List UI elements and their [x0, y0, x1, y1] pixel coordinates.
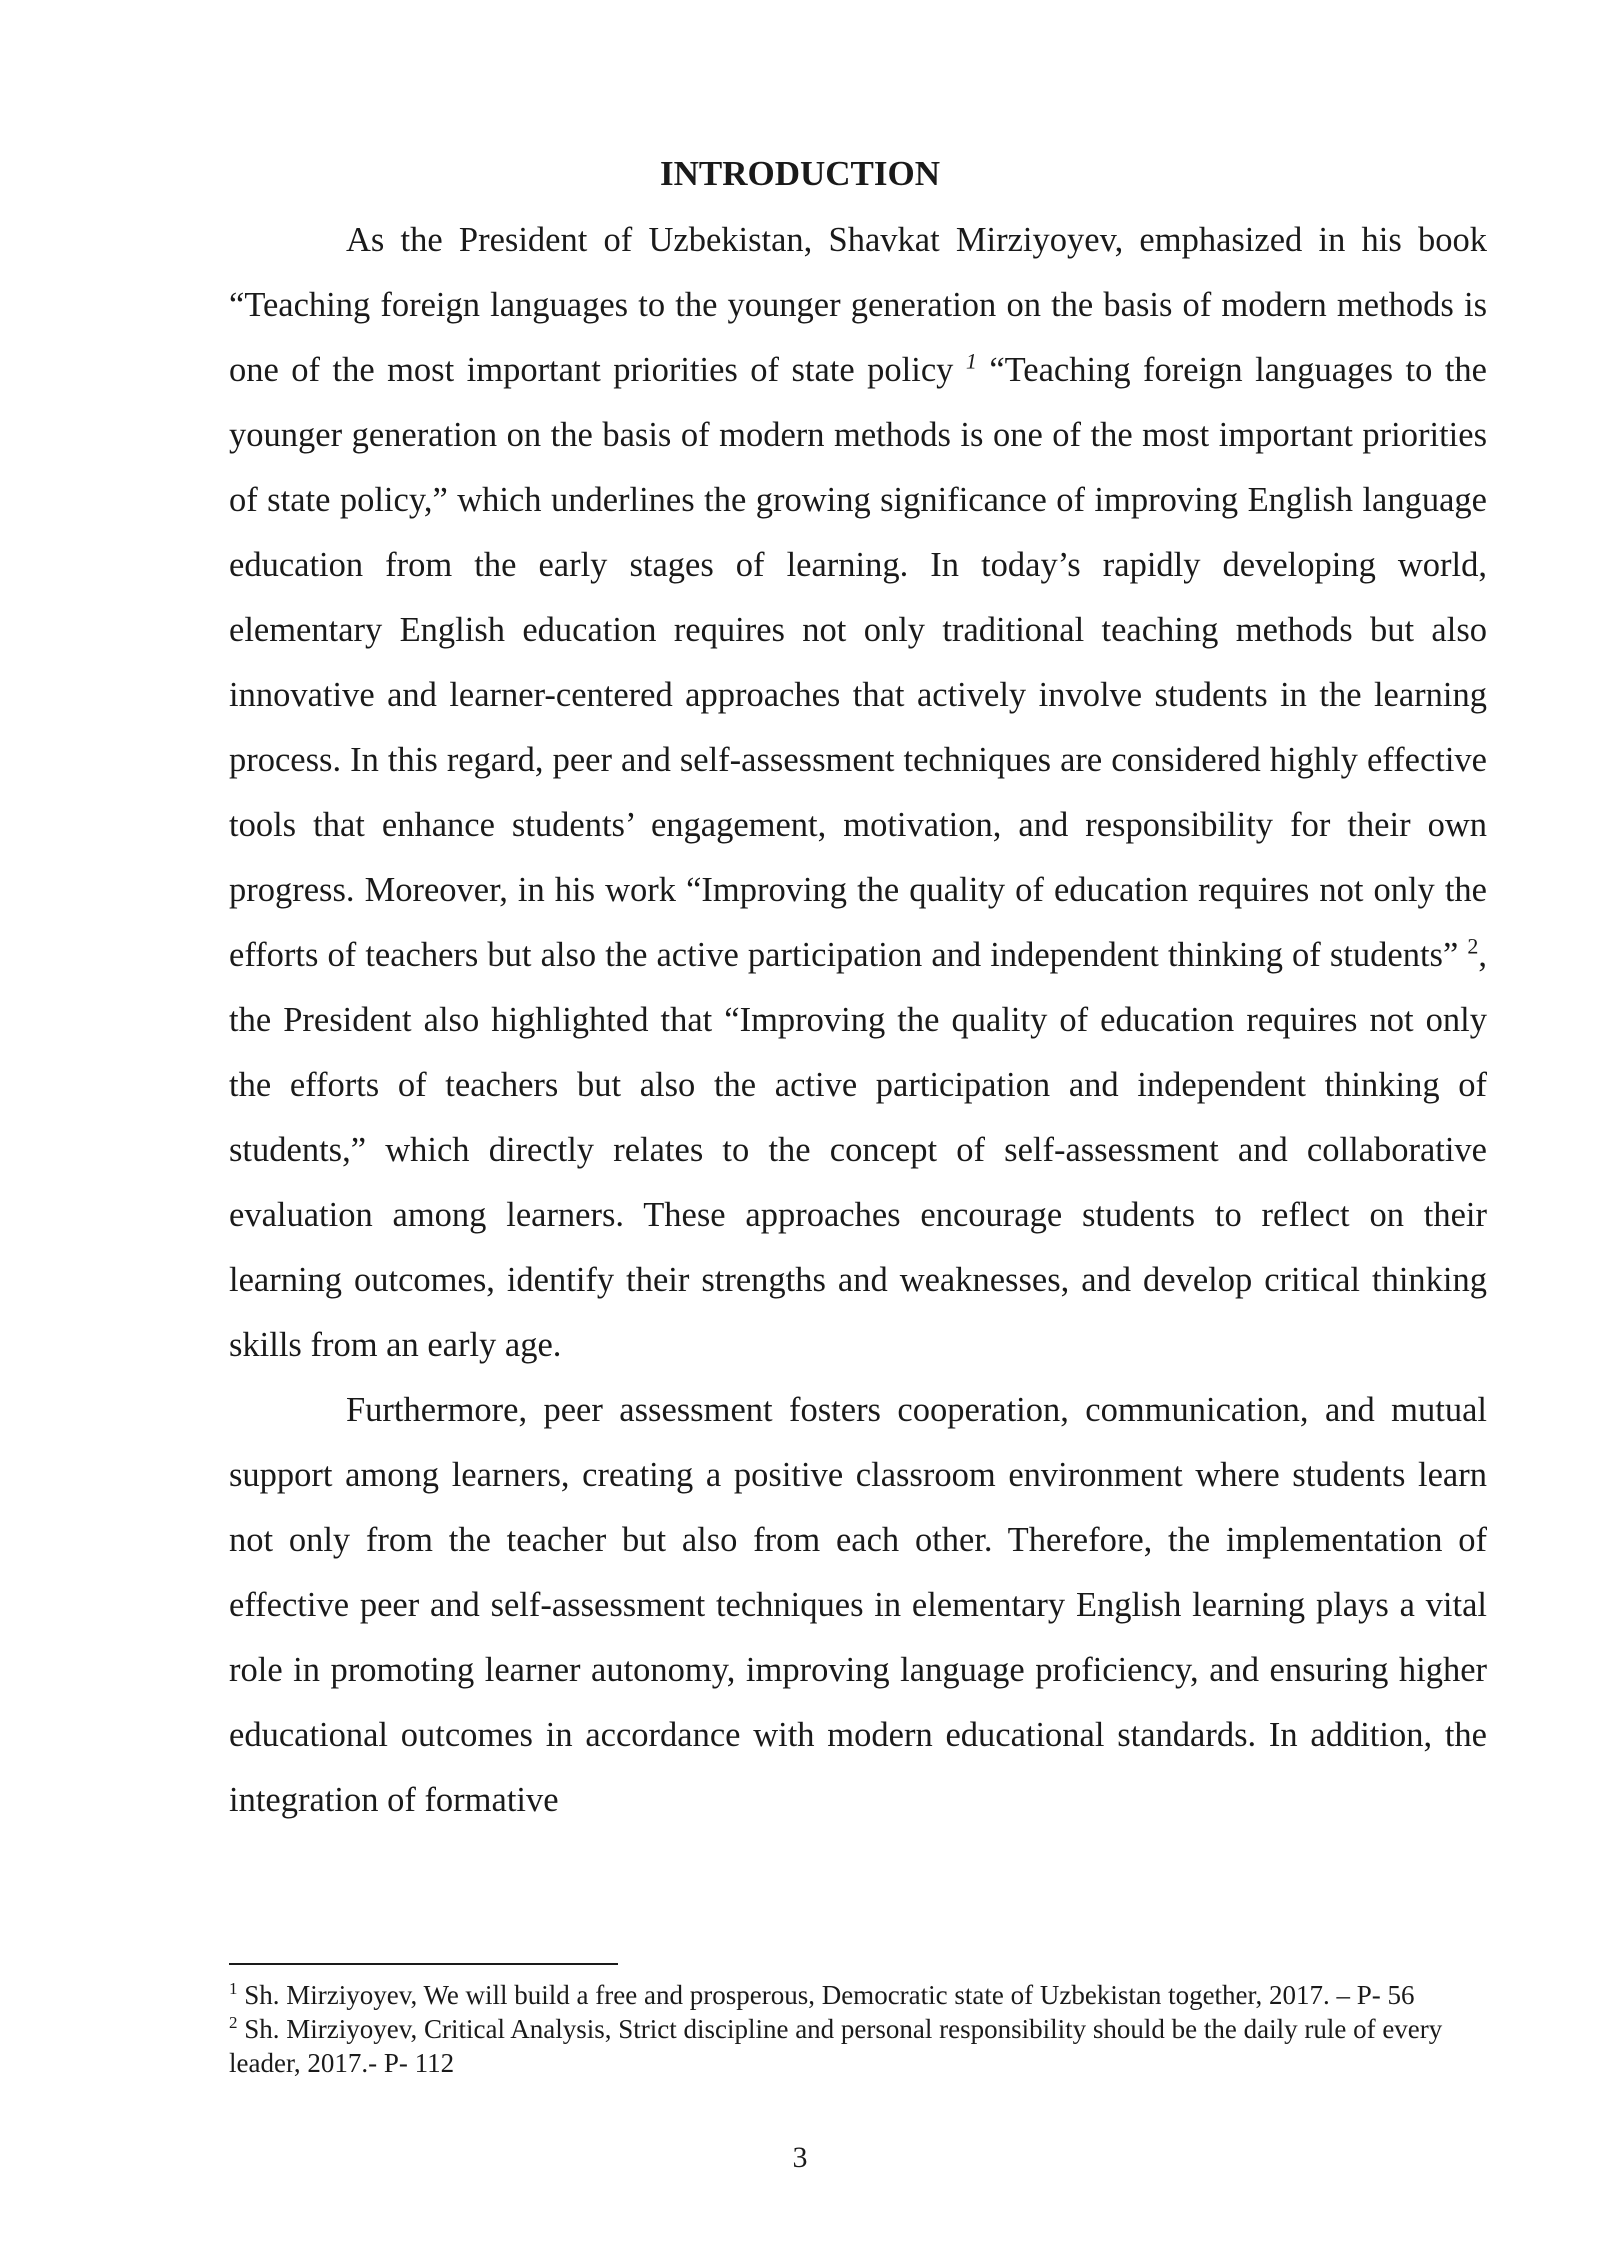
- footnote-separator: [229, 1963, 618, 1965]
- footnote-marker-2: 2: [229, 2013, 238, 2032]
- page-number: 3: [792, 2141, 808, 2174]
- paragraph-1: [229, 208, 1487, 1378]
- paragraph-2: Furthermore, peer assessment fosters cooperation, communication, and mutual support among learners, creating a positive classroom environment where students learn not only from the teacher but also from each other. Therefore, the implementation of effective peer and self-assessment techniques in elementary English learning plays a vital role in promoting learner autonomy, improving language proficiency, and ensuring higher educational outcomes in accordance with modern educational standards. In addition, the integration of formative: [229, 1391, 1487, 1819]
- paragraph-1-text-a: As the President of Uzbekistan, Shavkat Mirziyoyev, emphasized in his book “Teaching foreign languages to the younger generation on the basis of modern methods is one of the most important priorities of state policy: [229, 221, 1487, 389]
- paragraph-1-text-c: , the President also highlighted that “Improving the quality of education requires not only the efforts of teachers but also the active participation and independent thinking of students,” which directly relates to the concept of self-assessment and collaborative evaluation among learners. These approaches encourage students to reflect on their learning outcomes, identify their strengths and weaknesses, and develop critical thinking skills from an early age.: [229, 936, 1487, 1364]
- footnote-ref-1[interactable]: 1: [965, 348, 977, 374]
- footnote-marker-1: 1: [229, 1979, 238, 1998]
- paragraph-1-text-b: “Teaching foreign languages to the younger generation on the basis of modern methods is one of the most important priorities of state policy,” which underlines the growing significance of improving English language education from the early stages of learning. In today’s rapidly developing world, elementary English education requires not only traditional teaching methods but also innovative and learner-centered approaches that actively involve students in the learning process. In this regard, peer and self-assessment techniques are considered highly effective tools that enhance students’ engagement, motivation, and responsibility for their own progress. Moreover, in his work “Improving the quality of education requires not only the efforts of teachers but also the active participation and independent thinking of students”: [229, 351, 1487, 974]
- footnote-text-1: Sh. Mirziyoyev, We will build a free and prosperous, Democratic state of Uzbekistan together, 2017. – P- 56: [237, 1980, 1415, 2010]
- body-text: [229, 208, 1487, 1833]
- footnote-ref-2[interactable]: 2: [1467, 933, 1479, 959]
- footnote-1: [229, 1978, 1487, 2012]
- footnote-2: [229, 2012, 1487, 2080]
- footnote-text-2: Sh. Mirziyoyev, Critical Analysis, Strict discipline and personal responsibility should be the daily rule of every leader, 2017.- P- 112: [229, 2014, 1443, 2078]
- footnotes: [229, 1978, 1487, 2080]
- section-heading: INTRODUCTION: [659, 154, 941, 193]
